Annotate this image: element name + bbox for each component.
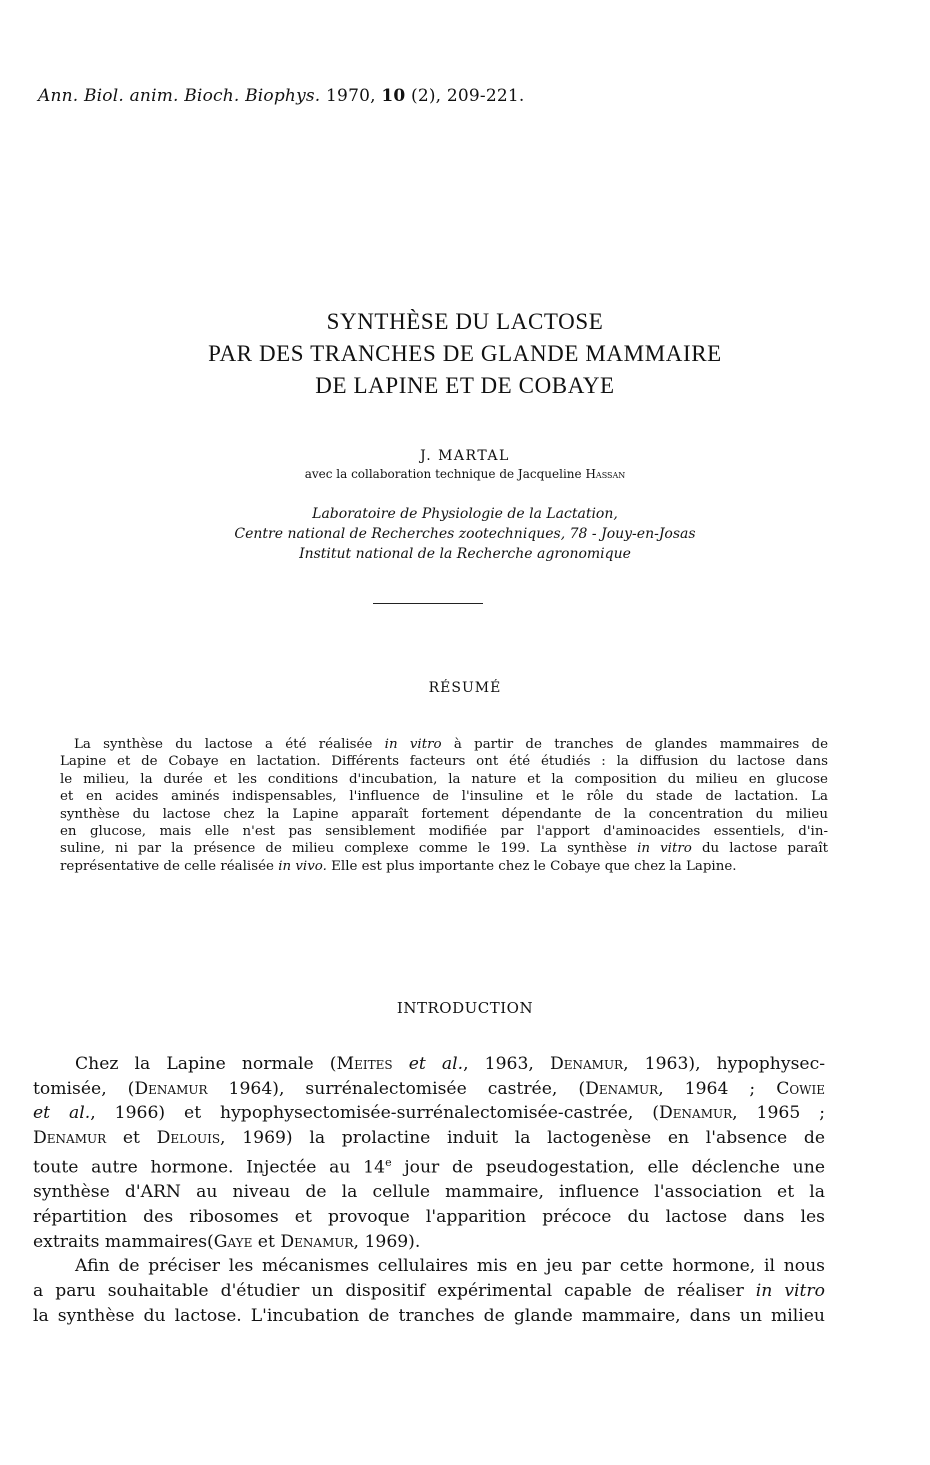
resume-body — [60, 736, 828, 875]
intro-line: Denamur et Delouis, 1969) la prolactine induit la lactogenèse en l'absence de — [33, 1128, 825, 1149]
intro-line: extraits mammaires(Gaye et Denamur, 1969). — [33, 1231, 421, 1252]
title-line-1: SYNTHÈSE DU LACTOSE — [326, 309, 604, 334]
collaborator-name: Hassan — [585, 467, 626, 481]
citation-issue-pages: (2), 209-221. — [410, 86, 525, 106]
resume-heading: RÉSUMÉ — [428, 680, 502, 696]
resume-line: représentative de celle réalisée in vivo. Elle est plus importante chez le Cobaye que chez la Lapine. — [60, 858, 737, 874]
journal-citation — [38, 86, 738, 106]
author: J. MARTAL — [420, 448, 510, 464]
intro-line: et al., 1966) et hypophysectomisée-surrénalectomisée-castrée, (Denamur, 1965 ; — [33, 1103, 826, 1124]
intro-line: Afin de préciser les mécanismes cellulaires mis en jeu par cette hormone, il nous — [75, 1256, 825, 1277]
paper-title — [0, 306, 930, 402]
collaboration-note — [0, 467, 930, 481]
affiliation-line-2: Centre national de Recherches zootechniques, 78 - Jouy-en-Josas — [234, 526, 696, 542]
affiliation-line-1: Laboratoire de Physiologie de la Lactation, — [312, 506, 618, 522]
section-divider — [373, 603, 483, 604]
resume-line: La synthèse du lactose a été réalisée in vitro à partir de tranches de glandes mammaires de — [74, 737, 829, 752]
title-line-3: DE LAPINE ET DE COBAYE — [315, 373, 615, 398]
intro-line: synthèse d'ARN au niveau de la cellule mammaire, influence l'association et la — [33, 1182, 825, 1203]
resume-line: en glucose, mais elle n'est pas sensiblement modifiée par l'apport d'aminoacides essentiels, d'in- — [60, 824, 828, 840]
resume-line: synthèse du lactose chez la Lapine apparaît fortement dépendante de la concentration du milieu — [60, 806, 828, 822]
affiliation — [0, 504, 930, 564]
intro-line: tomisée, (Denamur 1964), surrénalectomisée castrée, (Denamur, 1964 ; Cowie — [33, 1078, 826, 1099]
title-line-2: PAR DES TRANCHES DE GLANDE MAMMAIRE — [208, 341, 722, 366]
journal-name: Ann. Biol. anim. Bioch. Biophys. — [38, 86, 321, 106]
resume-line: Lapine et de Cobaye en lactation. Différents facteurs ont été étudiés : la diffusion du lactose dans — [60, 754, 828, 770]
intro-line: a paru souhaitable d'étudier un dispositif expérimental capable de réaliser in vitro — [33, 1281, 825, 1302]
citation-year: 1970, — [326, 86, 376, 106]
introduction-heading: INTRODUCTION — [396, 999, 534, 1017]
intro-line: toute autre hormone. Injectée au 14e jour de pseudogestation, elle déclenche une — [33, 1155, 825, 1178]
resume-line: suline, ni par la présence de milieu complexe comme le 199. La synthèse in vitro du lactose paraît — [60, 841, 828, 857]
collaboration-prefix: avec la collaboration technique de Jacqueline — [304, 467, 582, 481]
intro-line: la synthèse du lactose. L'incubation de tranches de glande mammaire, dans un milieu — [33, 1305, 825, 1326]
affiliation-line-3: Institut national de la Recherche agronomique — [299, 546, 631, 562]
introduction-body — [33, 1052, 825, 1328]
resume-line: et en acides aminés indispensables, l'influence de l'insuline et le rôle du stade de lactation. La — [60, 789, 828, 805]
citation-volume: 10 — [381, 86, 406, 106]
intro-line: répartition des ribosomes et provoque l'apparition précoce du lactose dans les — [33, 1206, 825, 1227]
intro-line: Chez la Lapine normale (Meites et al., 1963, Denamur, 1963), hypophysec- — [75, 1054, 826, 1074]
resume-line: le milieu, la durée et les conditions d'incubation, la nature et la composition du milieu en glucose — [60, 771, 828, 787]
